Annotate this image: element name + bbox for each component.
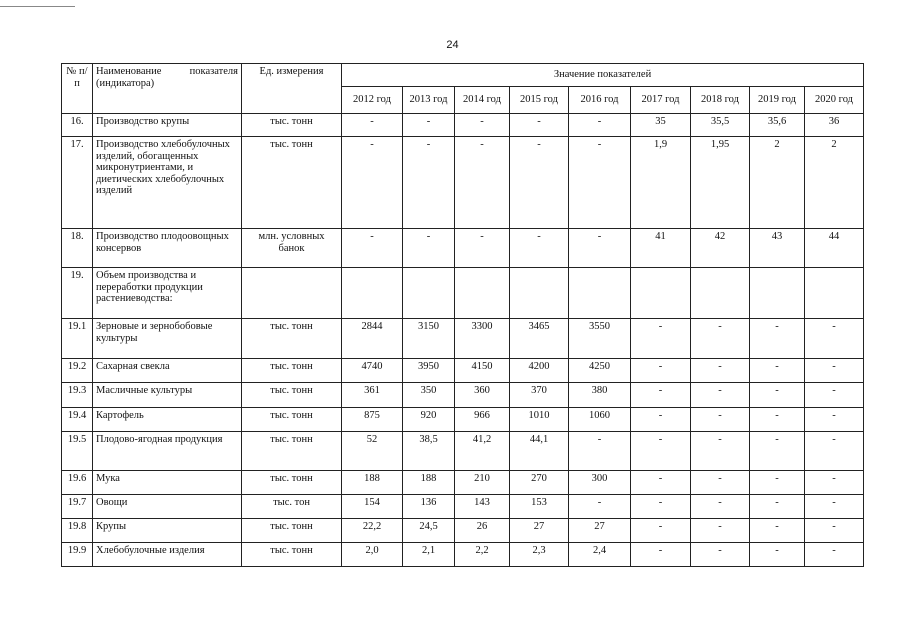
value-cell xyxy=(455,268,510,319)
corner-scan-line xyxy=(0,6,75,7)
value-cell: - xyxy=(691,408,750,432)
value-cell: 24,5 xyxy=(403,519,455,543)
value-cell: 4250 xyxy=(569,359,631,383)
header-year: 2020 год xyxy=(805,87,864,114)
value-cell: 44 xyxy=(805,229,864,268)
value-cell: 2 xyxy=(750,137,805,229)
value-cell: - xyxy=(403,229,455,268)
value-cell: - xyxy=(750,495,805,519)
unit-cell: тыс. тонн xyxy=(242,432,342,471)
value-cell: - xyxy=(631,408,691,432)
value-cell: 370 xyxy=(510,383,569,408)
value-cell: - xyxy=(805,408,864,432)
value-cell: 41 xyxy=(631,229,691,268)
header-year: 2017 год xyxy=(631,87,691,114)
value-cell: - xyxy=(750,519,805,543)
indicator-name: Масличные культуры xyxy=(93,383,242,408)
unit-cell: тыс. тонн xyxy=(242,383,342,408)
value-cell: - xyxy=(631,432,691,471)
value-cell: 360 xyxy=(455,383,510,408)
value-cell: 26 xyxy=(455,519,510,543)
value-cell: 4150 xyxy=(455,359,510,383)
value-cell: 4740 xyxy=(342,359,403,383)
value-cell: - xyxy=(750,319,805,359)
value-cell: - xyxy=(342,137,403,229)
table-row xyxy=(62,495,864,519)
value-cell: - xyxy=(569,432,631,471)
table-row xyxy=(62,319,864,359)
header-unit: Ед. измерения xyxy=(242,64,342,114)
value-cell: 210 xyxy=(455,471,510,495)
table-row xyxy=(62,114,864,137)
value-cell: - xyxy=(631,383,691,408)
value-cell: - xyxy=(342,114,403,137)
value-cell: - xyxy=(805,495,864,519)
table-row xyxy=(62,432,864,471)
row-number: 18. xyxy=(62,229,93,268)
row-number: 19.9 xyxy=(62,543,93,567)
value-cell: - xyxy=(569,229,631,268)
value-cell: 153 xyxy=(510,495,569,519)
table-row xyxy=(62,268,864,319)
header-num: № п/п xyxy=(62,64,93,114)
indicator-name: Крупы xyxy=(93,519,242,543)
unit-cell: тыс. тонн xyxy=(242,471,342,495)
value-cell: 143 xyxy=(455,495,510,519)
value-cell: 2,1 xyxy=(403,543,455,567)
indicator-name: Производство хлебобулочных изделий, обогащенных микронутриентами, и диетических хлебобулочных изделий xyxy=(93,137,242,229)
value-cell: 22,2 xyxy=(342,519,403,543)
header-year: 2015 год xyxy=(510,87,569,114)
value-cell: - xyxy=(510,137,569,229)
value-cell: - xyxy=(631,543,691,567)
indicators-table xyxy=(61,63,864,567)
value-cell: 300 xyxy=(569,471,631,495)
value-cell: 1,9 xyxy=(631,137,691,229)
value-cell: 43 xyxy=(750,229,805,268)
value-cell: - xyxy=(691,495,750,519)
row-number: 19.6 xyxy=(62,471,93,495)
value-cell: - xyxy=(750,383,805,408)
value-cell: 380 xyxy=(569,383,631,408)
value-cell: - xyxy=(631,359,691,383)
header-row-1 xyxy=(62,64,864,87)
value-cell: - xyxy=(750,543,805,567)
header-year: 2018 год xyxy=(691,87,750,114)
value-cell xyxy=(403,268,455,319)
indicator-name: Объем производства и переработки продукции растениеводства: xyxy=(93,268,242,319)
value-cell: - xyxy=(691,432,750,471)
value-cell: - xyxy=(455,229,510,268)
value-cell: - xyxy=(403,114,455,137)
value-cell: 27 xyxy=(569,519,631,543)
value-cell: 188 xyxy=(342,471,403,495)
value-cell: - xyxy=(750,471,805,495)
table-row xyxy=(62,383,864,408)
unit-cell: тыс. тонн xyxy=(242,319,342,359)
value-cell: - xyxy=(750,432,805,471)
header-year: 2014 год xyxy=(455,87,510,114)
value-cell xyxy=(342,268,403,319)
unit-cell xyxy=(242,268,342,319)
value-cell: - xyxy=(631,519,691,543)
value-cell: - xyxy=(750,408,805,432)
value-cell xyxy=(691,268,750,319)
header-year: 2016 год xyxy=(569,87,631,114)
row-number: 19.7 xyxy=(62,495,93,519)
value-cell: - xyxy=(569,137,631,229)
value-cell: - xyxy=(510,114,569,137)
row-number: 16. xyxy=(62,114,93,137)
row-number: 19.2 xyxy=(62,359,93,383)
row-number: 19.1 xyxy=(62,319,93,359)
value-cell: 2,2 xyxy=(455,543,510,567)
table-row xyxy=(62,137,864,229)
value-cell: - xyxy=(805,519,864,543)
row-number: 19.5 xyxy=(62,432,93,471)
value-cell: 38,5 xyxy=(403,432,455,471)
value-cell: 154 xyxy=(342,495,403,519)
indicator-name: Зерновые и зернобобовые культуры xyxy=(93,319,242,359)
unit-cell: тыс. тон xyxy=(242,495,342,519)
value-cell: 920 xyxy=(403,408,455,432)
value-cell: 350 xyxy=(403,383,455,408)
row-number: 19. xyxy=(62,268,93,319)
value-cell: - xyxy=(691,319,750,359)
value-cell: 2844 xyxy=(342,319,403,359)
value-cell: 42 xyxy=(691,229,750,268)
value-cell: - xyxy=(342,229,403,268)
table-row xyxy=(62,408,864,432)
table-row xyxy=(62,543,864,567)
value-cell: 35 xyxy=(631,114,691,137)
unit-cell: тыс. тонн xyxy=(242,137,342,229)
header-values-group: Значение показателей xyxy=(342,64,864,87)
unit-cell: тыс. тонн xyxy=(242,408,342,432)
value-cell: 2,4 xyxy=(569,543,631,567)
unit-cell: тыс. тонн xyxy=(242,519,342,543)
row-number: 19.3 xyxy=(62,383,93,408)
value-cell: 1060 xyxy=(569,408,631,432)
value-cell: - xyxy=(805,471,864,495)
value-cell: - xyxy=(455,137,510,229)
value-cell: 1010 xyxy=(510,408,569,432)
row-number: 17. xyxy=(62,137,93,229)
indicator-name: Картофель xyxy=(93,408,242,432)
header-name: Наименование показателя (индикатора) xyxy=(93,64,242,114)
value-cell: - xyxy=(569,114,631,137)
table-row xyxy=(62,229,864,268)
indicator-name: Овощи xyxy=(93,495,242,519)
value-cell: 136 xyxy=(403,495,455,519)
value-cell: - xyxy=(691,383,750,408)
value-cell: 3300 xyxy=(455,319,510,359)
value-cell xyxy=(805,268,864,319)
value-cell: 35,6 xyxy=(750,114,805,137)
value-cell xyxy=(569,268,631,319)
value-cell: - xyxy=(569,495,631,519)
indicator-name: Сахарная свекла xyxy=(93,359,242,383)
value-cell: - xyxy=(631,495,691,519)
row-number: 19.8 xyxy=(62,519,93,543)
value-cell: 27 xyxy=(510,519,569,543)
value-cell: - xyxy=(403,137,455,229)
value-cell: 2 xyxy=(805,137,864,229)
value-cell: 44,1 xyxy=(510,432,569,471)
value-cell: 188 xyxy=(403,471,455,495)
table-row xyxy=(62,519,864,543)
unit-cell: тыс. тонн xyxy=(242,543,342,567)
value-cell: - xyxy=(805,383,864,408)
indicator-name: Производство плодоовощных консервов xyxy=(93,229,242,268)
indicator-name: Мука xyxy=(93,471,242,495)
value-cell xyxy=(510,268,569,319)
value-cell xyxy=(631,268,691,319)
value-cell: - xyxy=(691,543,750,567)
header-year: 2013 год xyxy=(403,87,455,114)
header-year: 2019 год xyxy=(750,87,805,114)
unit-cell: тыс. тонн xyxy=(242,114,342,137)
indicator-name: Хлебобулочные изделия xyxy=(93,543,242,567)
value-cell: 1,95 xyxy=(691,137,750,229)
value-cell: - xyxy=(691,471,750,495)
value-cell: - xyxy=(510,229,569,268)
value-cell: - xyxy=(805,543,864,567)
value-cell: 3950 xyxy=(403,359,455,383)
value-cell: - xyxy=(805,359,864,383)
value-cell xyxy=(750,268,805,319)
value-cell: - xyxy=(750,359,805,383)
row-number: 19.4 xyxy=(62,408,93,432)
value-cell: 875 xyxy=(342,408,403,432)
value-cell: 2,0 xyxy=(342,543,403,567)
table-body xyxy=(62,114,864,567)
value-cell: 3550 xyxy=(569,319,631,359)
unit-cell: тыс. тонн xyxy=(242,359,342,383)
table-row xyxy=(62,471,864,495)
value-cell: - xyxy=(691,359,750,383)
value-cell: 36 xyxy=(805,114,864,137)
value-cell: 52 xyxy=(342,432,403,471)
value-cell: - xyxy=(691,519,750,543)
value-cell: 2,3 xyxy=(510,543,569,567)
value-cell: 4200 xyxy=(510,359,569,383)
header-year: 2012 год xyxy=(342,87,403,114)
value-cell: 3150 xyxy=(403,319,455,359)
value-cell: 41,2 xyxy=(455,432,510,471)
table-row xyxy=(62,359,864,383)
value-cell: - xyxy=(631,319,691,359)
value-cell: - xyxy=(631,471,691,495)
indicator-name: Плодово-ягодная продукция xyxy=(93,432,242,471)
value-cell: 361 xyxy=(342,383,403,408)
value-cell: 270 xyxy=(510,471,569,495)
indicator-name: Производство крупы xyxy=(93,114,242,137)
value-cell: 35,5 xyxy=(691,114,750,137)
value-cell: 3465 xyxy=(510,319,569,359)
value-cell: - xyxy=(805,319,864,359)
page-number: 24 xyxy=(446,39,459,51)
value-cell: 966 xyxy=(455,408,510,432)
unit-cell: млн. условных банок xyxy=(242,229,342,268)
value-cell: - xyxy=(805,432,864,471)
value-cell: - xyxy=(455,114,510,137)
